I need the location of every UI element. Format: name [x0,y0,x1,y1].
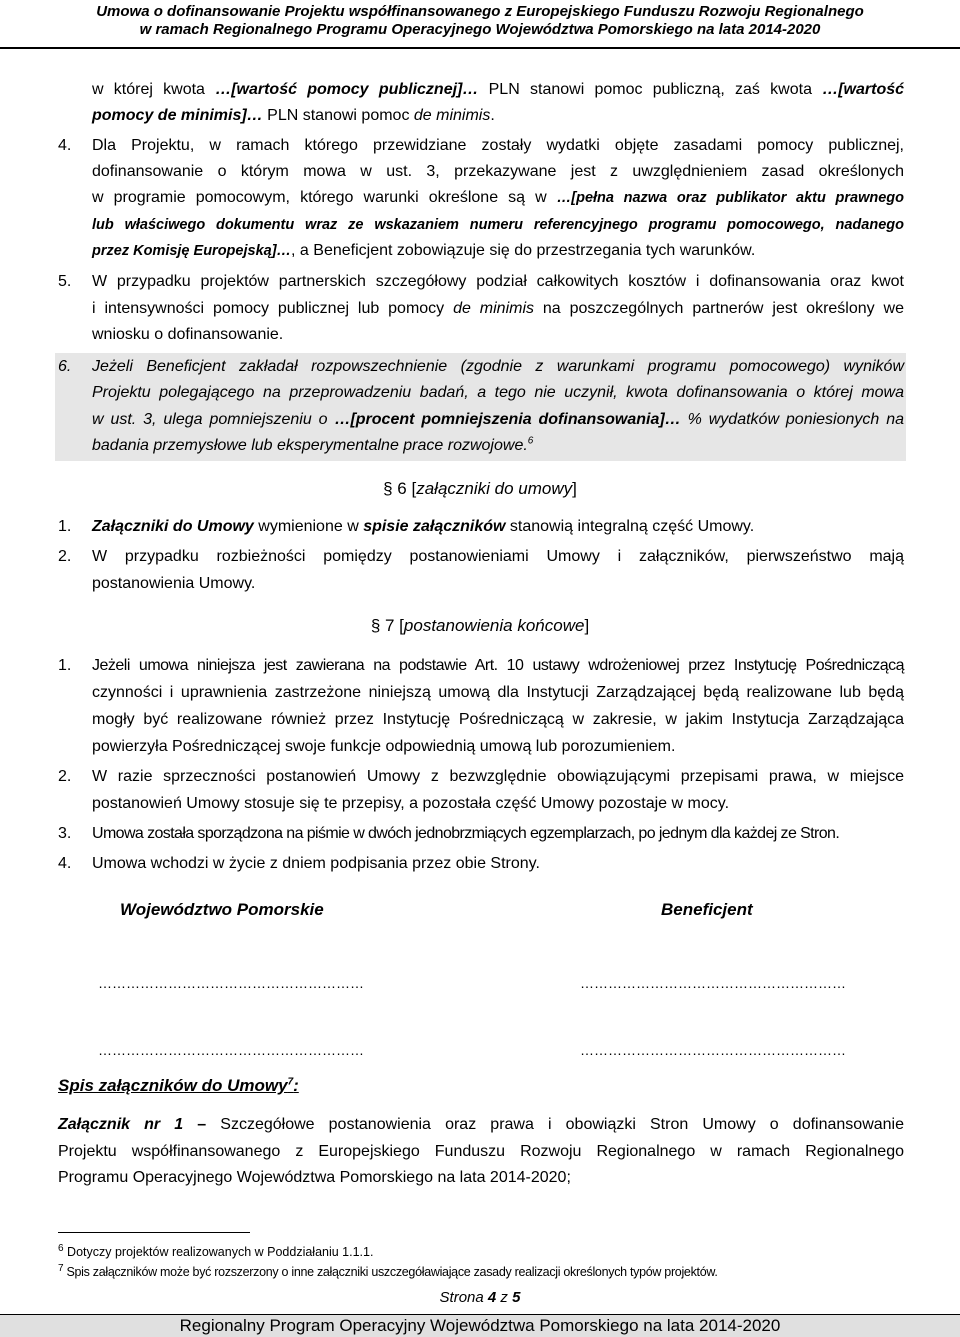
s6-item-2-number: 2. [58,548,72,565]
text: wymienione w [253,518,364,535]
attachment-1-line1 [58,1113,904,1137]
para3-line2 [92,104,904,128]
s7-item-2-number: 2. [58,768,72,785]
header-rule [0,47,960,49]
text: , a Beneficjent zobowiązuje się do przestrzegania tych warunków. [291,242,756,259]
item-6-line3 [92,408,904,432]
s7-item-1-line1: Jeżeli umowa niniejsza jest zawierana na podstawie Art. 10 ustawy wdrożeniowej przez Instytucję Pośredniczącą [92,657,904,674]
s6-item-1 [92,515,904,539]
footnote-ref: 7 [287,1076,294,1088]
page-current: 4 [487,1289,497,1306]
text: § 7 [ [370,616,404,635]
footer-program-name: Regionalny Program Operacyjny Województwa Pomorskiego na lata 2014-2020 [179,1316,781,1335]
signature-party-left: Województwo Pomorskie [120,900,324,919]
placeholder-public-aid: …[wartość pomocy publicznej]… [215,81,479,98]
text: . [490,107,495,124]
s6-item-2-line2: postanowienia Umowy. [92,575,256,592]
section-7-title [0,614,960,638]
item-4-line3 [92,186,904,210]
text: stanowią integralną część Umowy. [505,518,755,535]
attachment-label: Załącznik nr 1 [58,1116,184,1133]
item-6-line4 [92,434,904,458]
item-6-line2: Projektu polegającego na przeprowadzeniu badań, a tego nie uczynił, kwota dofinansowania o której mowa [92,384,904,401]
item-5-line1: W przypadku projektów partnerskich szczegółowy podział całkowitych kosztów i dofinansowania oraz kwot [92,273,904,290]
attachment-list-ref: spisie załączników [363,518,506,535]
item-4-line2: dofinansowanie o którym mowa w ust. 3, przekazywane jest z uwzględnieniem zasad określonych [92,163,904,180]
signature-line-left-1: ………………………………………………… [98,975,364,991]
s7-item-2-line1: W razie sprzeczności postanowień Umowy z bezwzględnie obowiązującymi przepisami prawa, w miejsce [92,768,904,785]
attachment-1-line3: Programu Operacyjnego Województwa Pomorskiego na lata 2014-2020; [58,1169,571,1186]
page-total: 5 [512,1289,521,1306]
header-title-line2: w ramach Regionalnego Programu Operacyjnego Województwa Pomorskiego na lata 2014-2020 [139,21,821,38]
s7-item-1-line4: powierzyła Pośredniczącej swoje funkcje odpowiednią umową lub porozumieniem. [92,738,676,755]
item-5-number: 5. [58,273,72,290]
signature-party-right: Beneficjent [661,900,753,919]
text: PLN stanowi pomoc publiczną, zaś kwota [478,81,823,98]
s7-item-4-number: 4. [58,855,72,872]
text: PLN stanowi pomoc [262,107,414,124]
text-italic: załączniki do umowy [416,479,573,498]
text: Strona [439,1289,488,1306]
item-6-line1: Jeżeli Beneficjent zakładał rozpowszechnienie (zgodnie z warunkami programu pomocowego) wyników [92,358,904,375]
placeholder-reduction: …[procent pomniejszenia dofinansowania]… [334,411,681,428]
s6-item-1-number: 1. [58,518,72,535]
text: ] [584,616,590,635]
item-5-line3: wniosku o dofinansowanie. [92,326,284,343]
text: i intensywności pomocy publicznej lub pomocy [92,300,454,317]
s6-item-2-line1: W przypadku rozbieżności pomiędzy postanowieniami Umowy i załączników, pierwszeństwo mają [92,548,904,565]
s7-item-1-number: 1. [58,657,72,674]
footnote-6 [58,1244,373,1260]
footnote-ref: 6 [527,435,534,447]
s7-item-3: Umowa została sporządzona na piśmie w dwóch jednobrzmiących egzemplarzach, po jednym dla każdej ze Stron. [92,825,840,842]
text: : [293,1076,299,1095]
text-italic: de minimis [453,300,535,317]
item-4-number: 4. [58,137,72,154]
placeholder-de-minimis-end: pomocy de minimis]… [92,107,263,124]
text: Szczegółowe postanowienia oraz prawa i obowiązki Stron Umowy o dofinansowanie [220,1116,905,1133]
footnote-text: Spis załączników może być rozszerzony o inne załączniki uszczegóławiające zasady realizacji określonych typów projektów. [66,1265,718,1279]
item-4-line4: lub właściwego dokumentu wraz ze wskazaniem numeru referencyjnego programu pomocowego, nadanego [92,217,904,233]
footnote-7 [58,1264,718,1280]
s7-item-2-line2: postanowień Umowy stosuje się te przepisy, a pozostała część Umowy pozostaje w mocy. [92,795,730,812]
header-title-line1: Umowa o dofinansowanie Projektu współfinansowanego z Europejskiego Funduszu Rozwoju Regionalnego [96,3,864,20]
text-italic: postanowienia końcowe [403,616,585,635]
s7-item-3-number: 3. [58,825,72,842]
section-6-title [0,477,960,501]
footnote-separator [58,1232,250,1233]
text: – [183,1116,221,1133]
signature-line-right-1: ………………………………………………… [580,975,846,991]
text: § 6 [ [383,479,417,498]
text: % wydatków poniesionych na [680,411,904,428]
s7-item-1-line2: czynności i uprawnienia zastrzeżone niniejszą umową dla Instytucji Zarządzającej będą realizowane lub będą [92,684,904,701]
page-number [0,1289,960,1306]
attachment-1-line2: Projektu współfinansowanego z Europejskiego Funduszu Rozwoju Regionalnego w ramach Regionalnego [58,1143,904,1160]
placeholder-act-name: …[pełna nazwa oraz publikator aktu prawnego [556,190,904,206]
item-6-number: 6. [58,358,72,375]
s7-item-1-line3: mogły być realizowane również przez Instytucję Pośredniczącą w zakresie, w jakim Instytucja Zarządzająca [92,711,904,728]
footnote-text: Dotyczy projektów realizowanych w Poddziałaniu 1.1.1. [67,1245,374,1259]
footnote-number: 6 [58,1242,64,1254]
text: Spis załączników do Umowy [58,1076,288,1095]
text: w programie pomocowym, którego warunki określone są w [92,189,557,206]
signature-line-right-2: ………………………………………………… [580,1042,846,1058]
item-5-line2 [92,297,904,321]
attachments-heading [58,1076,299,1096]
attachments-ref: Załączniki do Umowy [92,518,254,535]
text: w ust. 3, ulega pomniejszeniu o [92,411,335,428]
text: badania przemysłowe lub eksperymentalne prace rozwojowe. [92,437,528,454]
para3-line1 [92,78,904,102]
text: na poszczególnych partnerów jest określony we [534,300,905,317]
text: w której kwota [92,81,216,98]
placeholder-commission: przez Komisję Europejską]… [92,243,292,259]
item-4-line5 [92,239,904,263]
footnote-number: 7 [58,1262,64,1274]
text: ] [572,479,577,498]
item-4-line1: Dla Projektu, w ramach którego przewidziane zostały wydatki objęte zasadami pomocy publicznej, [92,137,904,154]
text-italic: de minimis [413,107,491,124]
s7-item-4: Umowa wchodzi w życie z dniem podpisania przez obie Strony. [92,855,540,872]
signature-line-left-2: ………………………………………………… [98,1042,364,1058]
text: z [496,1289,513,1306]
placeholder-de-minimis-start: …[wartość [822,81,905,98]
